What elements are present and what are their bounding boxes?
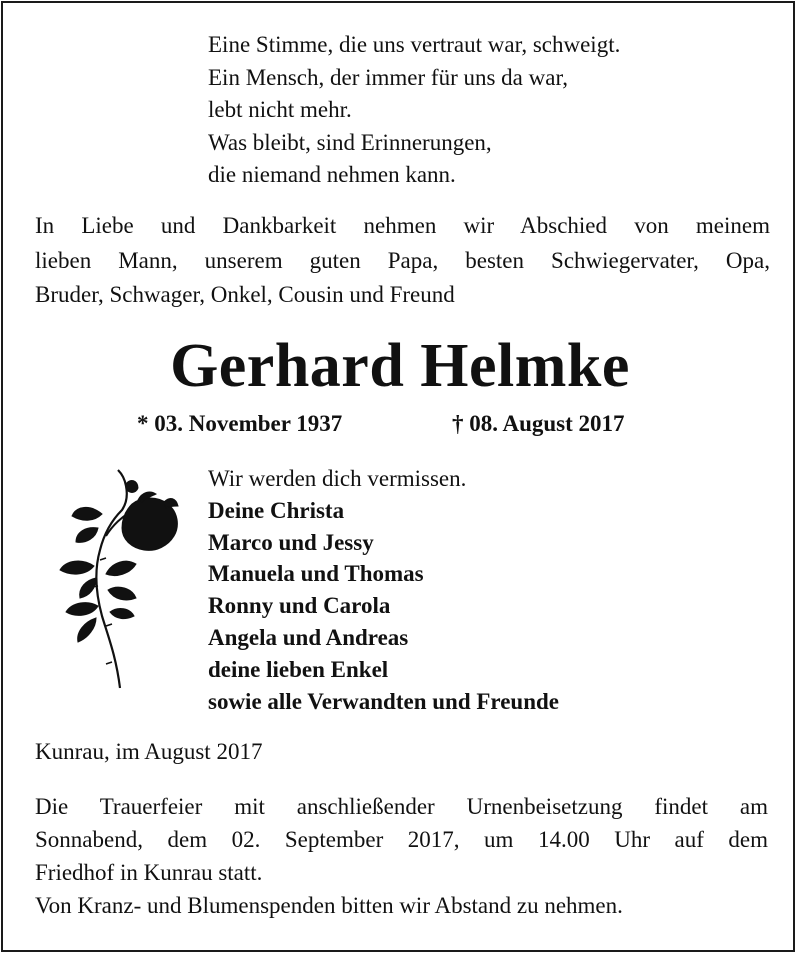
mourner-name: Ronny und Carola [208,593,391,619]
deceased-name: Gerhard Helmke [170,332,630,400]
poem-line: die niemand nehmen kann. [208,162,456,187]
poem-line: lebt nicht mehr. [208,97,352,122]
rose-icon [46,466,181,691]
funeral-line: Friedhof in Kunrau statt. [35,860,263,885]
funeral-line: Sonnabend, dem 02. September 2017, um 14.00 Uhr auf dem [35,827,768,852]
intro-line: lieben Mann, unserem guten Papa, besten Schwiegervater, Opa, [35,247,770,273]
intro-text [35,209,770,313]
mourners-intro: Wir werden dich vermissen. [208,466,467,491]
mourner-name: Manuela und Thomas [208,561,424,587]
intro-line: Bruder, Schwager, Onkel, Cousin und Freund [35,282,455,307]
birth-date: * 03. November 1937 [137,411,343,436]
funeral-line: Von Kranz- und Blumenspenden bitten wir Abstand zu nehmen. [35,893,623,918]
mourner-name: Marco und Jessy [208,529,374,555]
poem-line: Eine Stimme, die uns vertraut war, schweigt. [208,32,621,57]
poem-line: Was bleibt, sind Erinnerungen, [208,129,492,155]
poem-line: Ein Mensch, der immer für uns da war, [208,64,568,90]
intro-line: In Liebe und Dankbarkeit nehmen wir Abschied von meinem [35,213,770,238]
place-date: Kunrau, im August 2017 [35,739,263,764]
mourner-name: Angela und Andreas [208,624,409,650]
mourners-list [208,463,768,717]
funeral-info [35,790,768,922]
death-date: † 08. August 2017 [452,411,625,436]
mourner-name: Deine Christa [208,497,345,523]
mourner-name: sowie alle Verwandten und Freunde [208,688,560,714]
funeral-line: Die Trauerfeier mit anschließender Urnenbeisetzung findet am [35,794,768,819]
poem [208,29,768,192]
mourner-name: deine lieben Enkel [208,656,389,682]
